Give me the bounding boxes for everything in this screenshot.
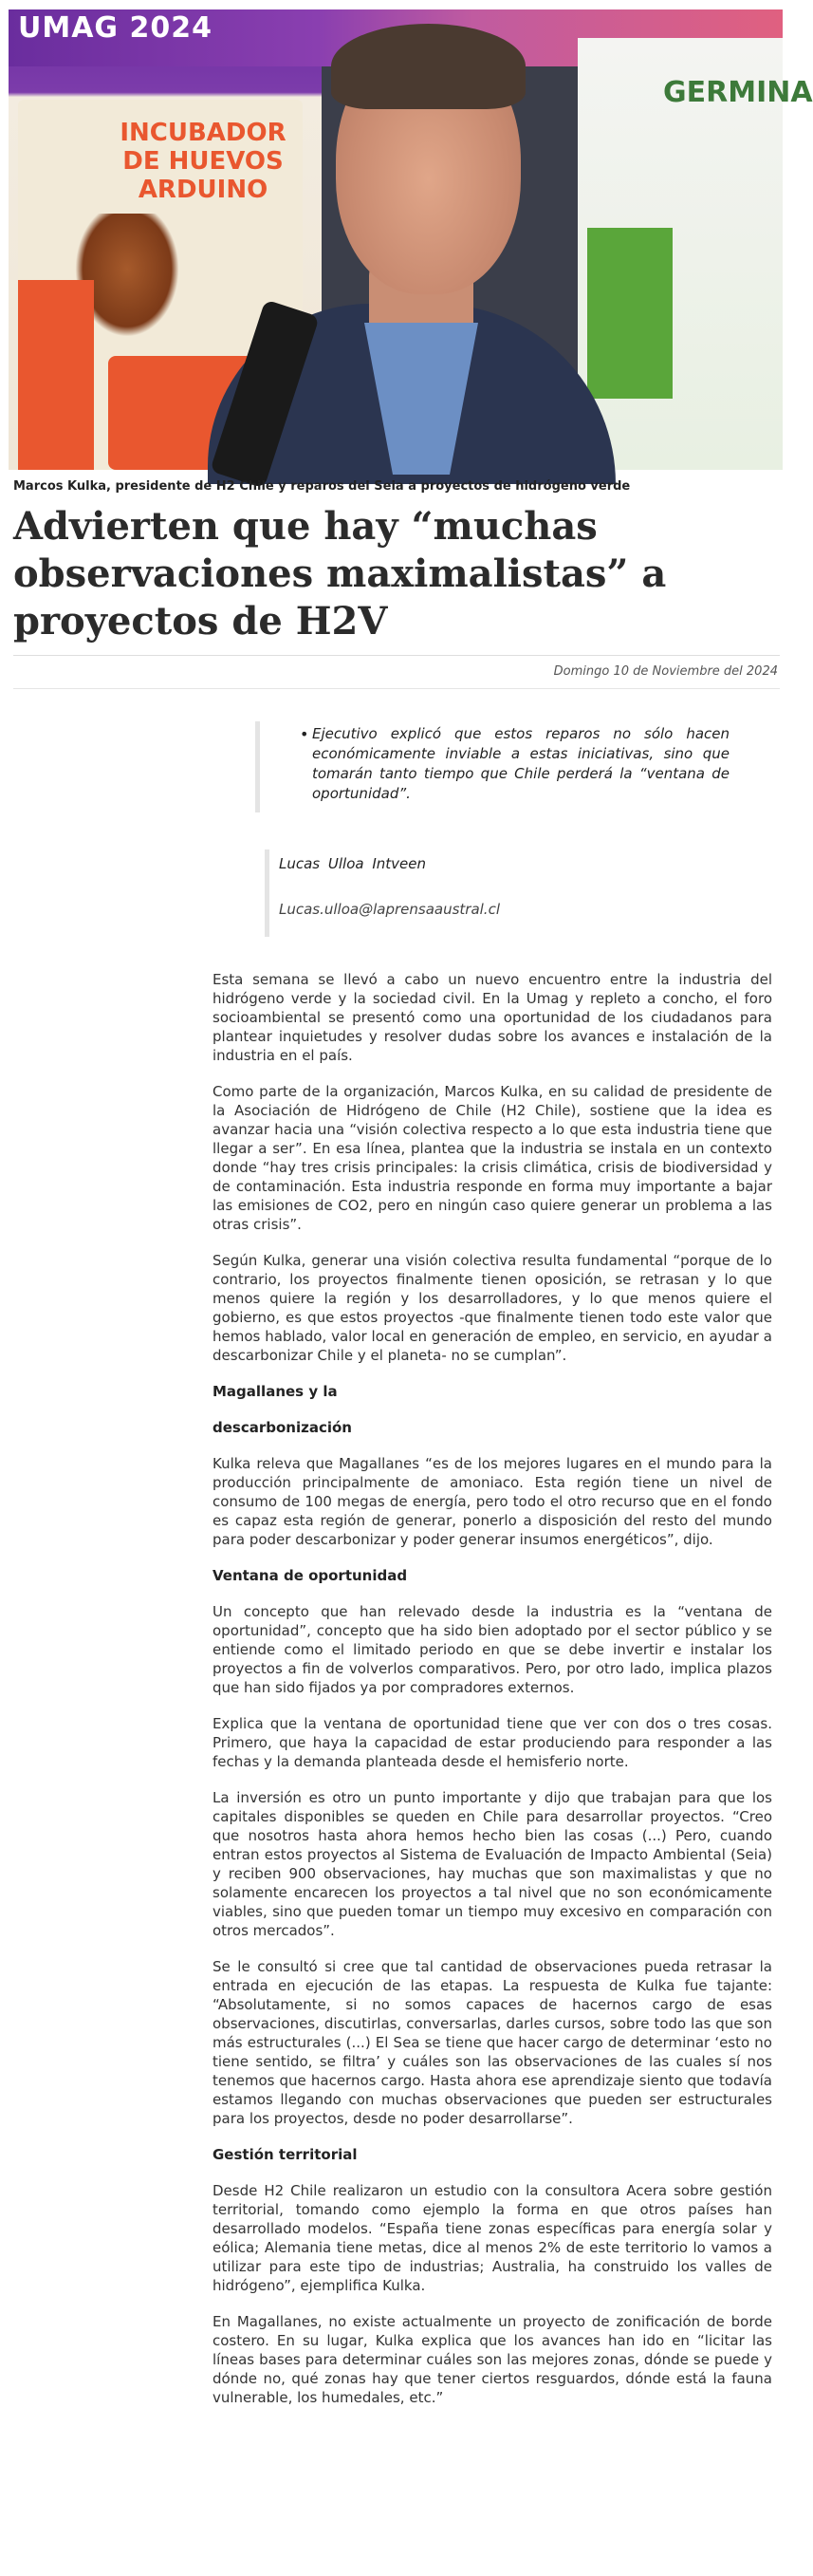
paragraph: Según Kulka, generar una visión colectiva resulta fundamental “porque de lo contrario, los proyectos finalmente tienen oposición, se retrasan y lo que menos quiere la región y los desarrolladores, y lo que menos quiere el gobierno, es que estos proyectos -que finalmente tienen todo este valor que hemos hablado, valor local en generación de empleo, en servicio, en ayudar a descarbonizar Chile y el planeta- no se cumplan”. <box>212 1252 772 1364</box>
hero-photo <box>9 9 813 470</box>
paragraph: Un concepto que han relevado desde la industria es la “ventana de oportunidad”, concepto que ha sido bien adoptado por el sector público y se entiende como el limitado periodo en que se debe invertir e instalar los proyectos a fin de volverlos comparativos. Pero, por otro lado, implica plazos que han sido fijados ya por compradores externos. <box>212 1603 772 1696</box>
paragraph: Esta semana se llevó a cabo un nuevo encuentro entre la industria del hidrógeno verde y la sociedad civil. En la Umag y repleto a concho, el foro socioambiental se presentó como una oportunidad de los ciudadanos para plantear inquietudes y resolver dudas sobre los avances e instalación de la industria en el país. <box>212 971 772 1064</box>
summary-quote-text: Ejecutivo explicó que estos reparos no sólo hacen económicamente inviable a estas iniciativas, sino que tomarán tanto tiempo que Chile perderá la “ventana de oportunidad”. <box>312 725 730 802</box>
section-heading: descarbonización <box>212 1419 352 1436</box>
bullet-icon: • <box>300 725 309 743</box>
photo-caption: Marcos Kulka, presidente de H2 Chile y reparos del Seia a proyectos de hidrógeno verde <box>13 479 631 494</box>
paragraph: La inversión es otro un punto importante y dijo que trabajan para que los capitales disponibles se queden en Chile para desarrollar proyectos. “Creo que nosotros hasta ahora hemos hecho bien las cosas (...) Pero, cuando entran estos proyectos al Sistema de Evaluación de Impacto Ambiental (Seia) y reciben 900 observaciones, hay muchas que son maximalistas y que no solamente encarecen los proyectos a tal nivel que no son económicamente viables, sino que pueden tomar un tiempo muy excesivo en comparación con otros mercados”. <box>212 1789 772 1939</box>
paragraph: Desde H2 Chile realizaron un estudio con la consultora Acera sobre gestión territorial, tomando como ejemplo la forma en que otros países han desarrollado modelos. “España tiene zonas específicas para energía solar y eólica; Alemania tiene metas, dice al menos 2% de este territorio lo vamos a utilizar para este tipo de industrias; Australia, ha construido los valles de hidrógeno”, ejemplifica Kulka. <box>212 2182 772 2294</box>
summary-quote <box>255 721 730 812</box>
paragraph: Como parte de la organización, Marcos Kulka, en su calidad de presidente de la Asociación de Hidrógeno de Chile (H2 Chile), sostiene que la idea es avanzar hacia una “visión colectiva respecto a lo que esta industria tiene que llegar a ser”. En esa línea, plantea que la industria se instala en un contexto donde “hay tres crisis principales: la crisis climática, crisis de biodiversidad y de contaminación. Esta industria responde en forma muy importante a bajar las emisiones de CO2, pero en ningún caso quiere generar un problema a las otras crisis”. <box>212 1083 772 1233</box>
hair <box>331 24 526 109</box>
divider <box>13 655 780 656</box>
author-email[interactable]: Lucas.ulloa@laprensaaustral.cl <box>279 901 500 918</box>
section-heading: Gestión territorial <box>212 2146 358 2163</box>
poster-panel <box>18 280 94 470</box>
divider <box>13 688 780 689</box>
article-body <box>212 970 772 2424</box>
hero-poster-title: INCUBADOR DE HUEVOS ARDUINO <box>120 119 286 204</box>
publish-date: Domingo 10 de Noviembre del 2024 <box>553 664 778 679</box>
author-block <box>265 849 644 937</box>
portrait-subject <box>198 19 616 470</box>
paragraph: En Magallanes, no existe actualmente un proyecto de zonificación de borde costero. En su lugar, Kulka explica que los avances han ido en “licitar las líneas bases para determinar cuáles son las mejores zonas, dónde se puede y dónde no, qué zonas hay que tener ciertos resguardos, dónde está la fauna vulnerable, los humedales, etc.” <box>212 2313 772 2406</box>
hero-banner-text: UMAG 2024 <box>18 11 212 45</box>
author-name: Lucas Ulloa Intveen <box>279 855 426 872</box>
hero-right-poster-title: GERMINA <box>663 76 813 109</box>
article-title: Advierten que hay “muchas observaciones maximalistas” a proyectos de H2V <box>13 504 667 644</box>
paragraph: Explica que la ventana de oportunidad tiene que ver con dos o tres cosas. Primero, que haya la capacidad de estar produciendo para responder a las fechas y la demanda planteada desde el hemisferio norte. <box>212 1715 772 1770</box>
paragraph: Kulka releva que Magallanes “es de los mejores lugares en el mundo para la producción principalmente de amoniaco. Esta región tiene un nivel de consumo de 100 megas de energía, pero todo el otro recurso que en el fondo es capaz esta región de generar, ponerlo a disposición del resto del mundo para poder descarbonizar y poder generar insumos energéticos”, dijo. <box>212 1455 772 1548</box>
paragraph: Se le consultó si cree que tal cantidad de observaciones pueda retrasar la entrada en ejecución de las etapas. La respuesta de Kulka fue tajante: “Absolutamente, si no somos capaces de hacernos cargo de esas observaciones, discutirlas, conversarlas, darles cursos, sobre todo las que son más estructurales (...) El Sea se tiene que hacer cargo de determinar ‘esto no tiene sentido, se filtra’ y cuáles son las observaciones de las cuales sí nos tenemos que hacernos cargo. Hasta ahora ese aprendizaje siento que todavía estamos llegando con muchas observaciones que pueden ser estructurales para los proyectos, desde no poder desarrollarse”. <box>212 1958 772 2127</box>
section-heading: Magallanes y la <box>212 1383 338 1400</box>
section-heading: Ventana de oportunidad <box>212 1567 408 1584</box>
